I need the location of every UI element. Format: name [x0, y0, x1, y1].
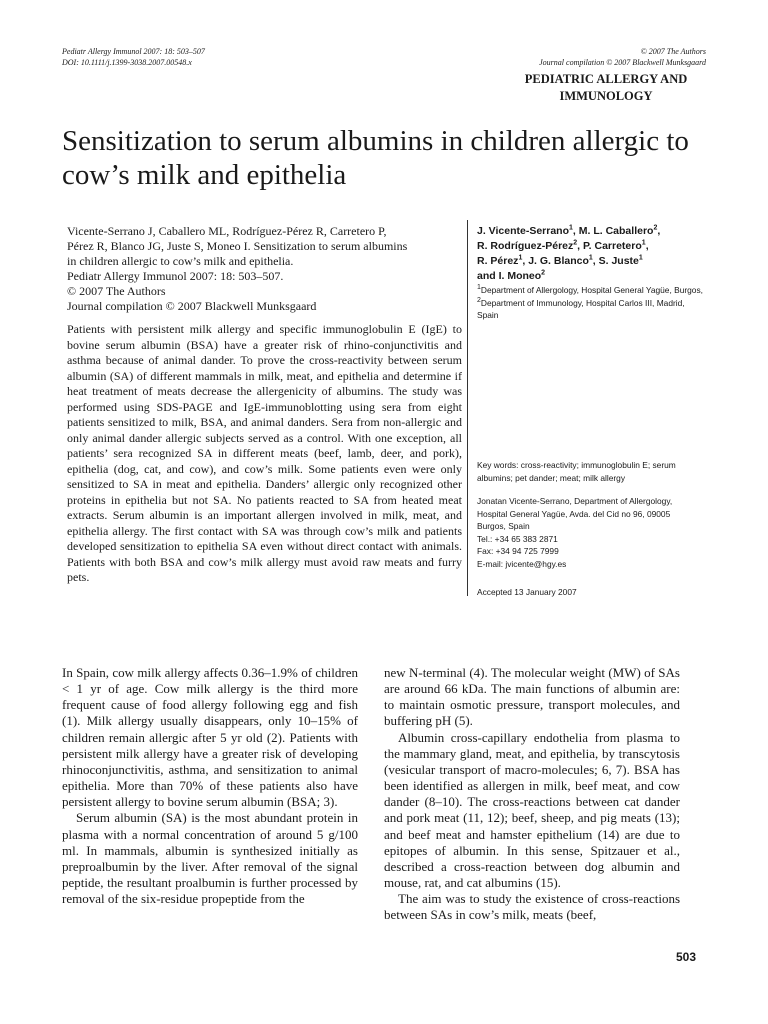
- citation-line: Pediatr Allergy Immunol 2007: 18: 503–507.: [67, 269, 284, 283]
- author-name: S. Juste: [598, 255, 639, 267]
- keywords: Key words: cross-reactivity; immunoglobulin E; serum albumins; pet dander; meat; milk allergy: [477, 460, 676, 483]
- author-name: J. G. Blanco: [528, 255, 589, 267]
- affiliation-text: Department of Immunology, Hospital Carlos III, Madrid, Spain: [477, 297, 685, 320]
- column-divider: [467, 220, 468, 596]
- author-name: M. L. Caballero: [578, 225, 654, 237]
- fax: Fax: +34 94 725 7999: [477, 546, 559, 556]
- running-header-left: [62, 46, 205, 68]
- citation-line: in children allergic to cow’s milk and epithelia.: [67, 254, 294, 268]
- author-name: P. Carretero: [583, 240, 642, 252]
- body-column-right: [384, 665, 680, 924]
- copyright-line: © 2007 The Authors: [640, 47, 706, 56]
- body-paragraph: In Spain, cow milk allergy affects 0.36–1.9% of children < 1 yr of age. Cow milk allergy is the third more frequent cause of food allergy following egg and fish (1). Milk allergy usually disappears, only 10–15% of children remain allergic after 5 yr old (2). Patients with persistent milk allergy have a greater risk of developing rhinoconjunctivitis, asthma, and sensitization to animal epithelia. More than 70% of these patients also have persistent allergy to bovine serum albumin (BSA; 3).: [62, 665, 358, 810]
- citation-line: Journal compilation © 2007 Blackwell Munksgaard: [67, 299, 317, 313]
- correspondence-block: [477, 495, 709, 570]
- citation-line: Vicente-Serrano J, Caballero ML, Rodríguez-Pérez R, Carretero P,: [67, 224, 387, 238]
- abstract: Patients with persistent milk allergy and specific immunoglobulin E (IgE) to bovine serum albumin (BSA) have a greater risk of rhino-conjunctivitis and asthma because of animal dander. To prove the cross-reactivity between serum albumin (SA) of different mammals in milk, meat, and epithelia and determine if heat treatment of meats decrease the allergenicity of albumins. The study was performed using SDS-PAGE and IgE-immunoblotting using sera from eight patients sensitized to milk, BSA, and animal danders. Sera from non-allergic and only animal dander allergic subjects served as a control. With one exception, all patients’ sera recognized SA in different meats (beef, lamb, deer, and pork), epithelia (dog, cat, and cow), and cow’s milk. Some patients even were only sensitized to SA in meat and epithelia. Danders’ allergic only recognized other proteins in epithelia but not SA. No patients reacted to SA from heated meat extracts. Serum albumin is an important allergen involved in milk, meat, and epithelia allergy. The first contact with SA was through cow’s milk and patients developed sensitization to epithelia SA even without direct contact with animals. Patients with both BSA and cow’s milk allergy must avoid raw meats and furry pets.: [67, 322, 462, 584]
- author-list: J. Vicente-Serrano$^1$, M. L. Caballero$^2$, R. Rodríguez-Pérez$^2$, P. Carretero$^1$, R. Pérez$^1$, J. G. Blanco$^1$, S. Juste$^1$ and I. Moneo$^2$: [477, 224, 661, 282]
- article-title: Sensitization to serum albumins in children allergic to cow’s milk and epithelia: [62, 125, 689, 191]
- body-paragraph: The aim was to study the existence of cross-reactions between SAs in cow’s milk, meats (beef,: [384, 891, 680, 923]
- author-affiliation-mark: 2: [573, 239, 578, 247]
- accepted-date: Accepted 13 January 2007: [477, 587, 577, 597]
- journal-compilation-line: Journal compilation © 2007 Blackwell Munksgaard: [539, 58, 706, 67]
- affiliation-mark: 2: [477, 296, 481, 304]
- email-address: E-mail: jvicente@hgy.es: [477, 558, 567, 569]
- running-header-right: [539, 46, 706, 68]
- citation-line: © 2007 The Authors: [67, 284, 166, 298]
- author-name: R. Pérez: [477, 255, 519, 267]
- body-column-left: [62, 665, 358, 907]
- author-name: and I. Moneo: [477, 270, 542, 282]
- citation-line: Pérez R, Blanco JG, Juste S, Moneo I. Sensitization to serum albumins: [67, 239, 408, 253]
- page-number: 503: [675, 950, 696, 964]
- address-line: Hospital General Yagüe, Avda. del Cid no 96, 09005: [477, 508, 671, 519]
- author-affiliation-mark: 1: [588, 254, 593, 262]
- author-affiliation-mark: 2: [541, 269, 546, 277]
- doi-line: DOI: 10.1111/j.1399-3038.2007.00548.x: [62, 58, 192, 67]
- journal-citation-line: Pediatr Allergy Immunol 2007: 18: 503–507: [62, 47, 205, 56]
- author-affiliation-mark: 1: [569, 224, 573, 232]
- author-affiliation-mark: 1: [638, 254, 643, 262]
- author-affiliation-mark: 1: [641, 239, 646, 247]
- article-citation: [67, 224, 465, 314]
- author-affiliation-mark: 2: [653, 224, 658, 232]
- body-paragraph: Albumin cross-capillary endothelia from plasma to the mammary gland, meat, and epithelia, by transcytosis (vesicular transport of macro-molecules; 6, 7). BSA has been identified as allergen in milk, beef meat, and cow dander (8–10). The cross-reactions between cat dander and pork meat (11, 12); beef, sheep, and pig meats (13); and beef meat and hamster epithelium (14) are due to epitopes of albumin. In this sense, Spitzauer et al., described a cross-reaction between dog albumin and mouse, rat, and cat albumins (15).: [384, 729, 680, 891]
- affiliation-mark: 1: [477, 284, 481, 292]
- corresponding-author: Jonatan Vicente-Serrano, Department of Allergology,: [477, 496, 673, 506]
- author-name: R. Rodríguez-Pérez: [477, 240, 574, 252]
- affiliation-text: Department of Allergology, Hospital General Yagüe, Burgos,: [480, 285, 703, 295]
- body-paragraph: Serum albumin (SA) is the most abundant protein in plasma with a normal concentration of around 5 g/100 ml. In mammals, albumin is synthesized initially as preproalbumin by the liver. After removal of the signal peptide, the resultant proalbumin is further processed by removal of the six-residue propeptide from the: [62, 810, 358, 907]
- body-paragraph: new N-terminal (4). The molecular weight (MW) of SAs are around 66 kDa. The main functions of albumin are: to maintain osmotic pressure, transport molecules, and buffering pH (5).: [384, 665, 680, 729]
- telephone: Tel.: +34 65 383 2871: [477, 533, 558, 544]
- author-name: J. Vicente-Serrano: [477, 225, 570, 237]
- affiliations: [477, 284, 707, 322]
- journal-name: PEDIATRIC ALLERGY AND IMMUNOLOGY: [524, 72, 688, 103]
- address-line: Burgos, Spain: [477, 521, 530, 531]
- author-affiliation-mark: 1: [518, 254, 523, 262]
